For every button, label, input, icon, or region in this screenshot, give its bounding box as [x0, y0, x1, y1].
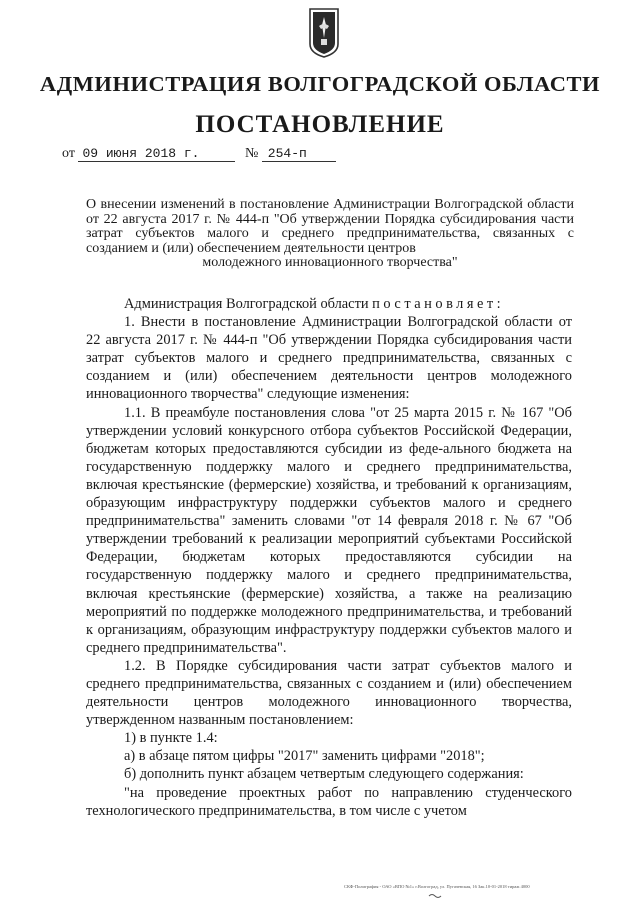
number-label: № — [244, 146, 259, 161]
intro-verb: постановляет: — [372, 296, 505, 312]
list-item-b: б) дополнить пункт абзацем четвертым следующего содержания: — [124, 766, 524, 783]
list-item-a: а) в абзаце пятом цифры "2017" заменить цифрами "2018"; — [124, 748, 485, 765]
subject-line: от 22 августа 2017 г. № 444-п "Об утверждении Порядка субсидирования — [86, 211, 537, 227]
document-number: 254-п — [262, 146, 336, 162]
paragraph-1: 1. Внести в постановление Администрации Волгоградской области от 22 августа 2017 г. № 444-п "Об утверждении Порядка субсидирования части затрат субъектов малого и среднего предпринимательства, связанных с созданием и (или) обеспечением деятельности центров молодежного инновационного творчества" следующие изменения: — [86, 314, 572, 403]
date-label: от — [62, 146, 75, 161]
subject-block — [86, 198, 574, 271]
subject-line: связанных с созданием и (или) обеспечением деятельности центров — [86, 226, 575, 256]
coat-of-arms-icon — [309, 8, 339, 58]
subject-line: части затрат субъектов малого и среднего предпринимательства, — [86, 211, 575, 241]
organization-title: АДМИНИСТРАЦИЯ ВОЛГОГРАДСКОЙ ОБЛАСТИ — [39, 72, 601, 96]
date-number-line — [62, 146, 336, 162]
print-mark: СКФ-Полиграфия - ОАО «ВПО №1» г.Волгоград, ул. Пугачевская, 16 Зак.10-01-2018 тираж 4000 — [344, 884, 530, 889]
list-item-1: 1) в пункте 1.4: — [124, 730, 218, 747]
document-body — [86, 295, 572, 820]
document-date: 09 июня 2018 г. — [78, 146, 235, 162]
squiggle-mark-icon — [428, 893, 442, 899]
subject-line: молодежного инновационного творчества" — [202, 255, 458, 270]
quoted-text: "на проведение проектных работ по направлению студенческого технологического предпринимательства, в том числе с учетом — [86, 784, 572, 819]
paragraph-1-1: 1.1. В преамбуле постановления слова "от 25 марта 2015 г. № 167 "Об утверждении условий конкурсного отбора субъектов Российской Федерации, бюджетам которых предоставляются субсидии из феде-ального бюджета на государственную поддержку малого и среднего предпринимательства, включая крестьянские (фермерские) хозяйства, и требований к организациям, образующим инфраструктуру поддержки субъектов малого и среднего предпринимательства" заменить словами "от 14 февраля 2018 г. № 67 "Об утверждении требований к реализации мероприятий субъектами Российской Федерации, бюджетам которых предоставляются субсидии на государственную поддержку малого и среднего предпринимательства, включая крестьянские (фермерские) хозяйства, а также на реализацию мероприятий по поддержке молодежного предпринимательства, и требований к организациям, образующим инфраструктуру поддержки субъектов малого и среднего предпринимательства". — [86, 404, 572, 656]
intro-paragraph — [86, 295, 572, 313]
intro-lead: Администрация Волгоградской области — [124, 296, 369, 312]
document-type: ПОСТАНОВЛЕНИЕ — [195, 111, 445, 138]
paragraph-1-2: 1.2. В Порядке субсидирования части затрат субъектов малого и среднего предпринимательства, связанных с созданием и (или) обеспечением деятельности центров молодежного инновационного творчества, утвержденном названным постановлением: — [86, 657, 572, 729]
subject-line: О внесении изменений в постановление Администрации Волгоградской области — [86, 197, 574, 212]
